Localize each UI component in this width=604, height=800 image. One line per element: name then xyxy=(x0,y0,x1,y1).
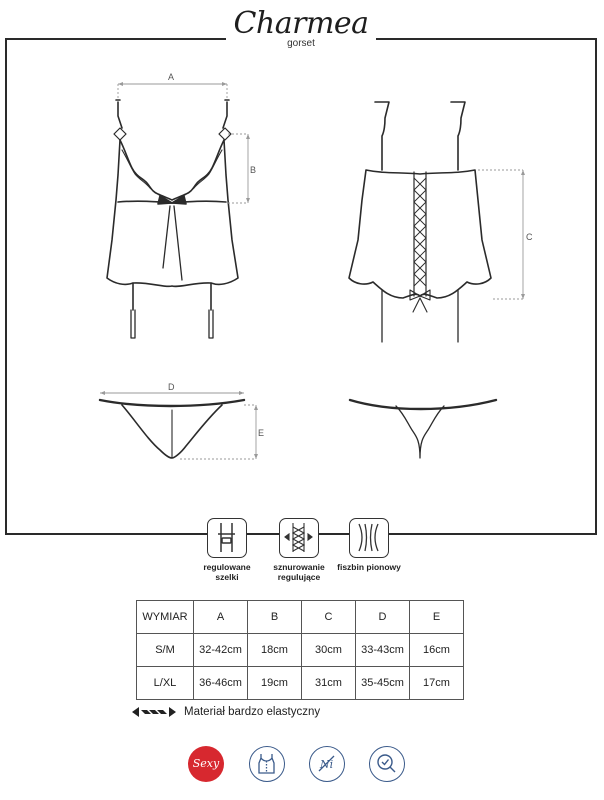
table-header-cell: C xyxy=(302,601,356,634)
table-header-cell: WYMIAR xyxy=(137,601,194,634)
lacing-icon xyxy=(279,518,319,558)
dimension-label-a: A xyxy=(168,72,175,82)
quality-check-icon xyxy=(369,746,405,782)
table-header-cell: B xyxy=(248,601,302,634)
dimension-label-e: E xyxy=(258,428,265,438)
corset-silhouette-icon xyxy=(249,746,285,782)
feature-lacing xyxy=(267,518,331,582)
back-corset-drawing xyxy=(349,102,491,342)
feature-label-line2: szelki xyxy=(215,572,239,582)
sexy-badge-icon xyxy=(188,746,224,782)
table-row xyxy=(137,667,464,700)
stretch-arrow-icon xyxy=(132,707,176,717)
table-cell: S/M xyxy=(137,634,194,667)
table-cell: 17cm xyxy=(410,667,464,700)
product-type: gorset xyxy=(287,38,315,49)
table-cell: 19cm xyxy=(248,667,302,700)
back-thong-drawing xyxy=(350,400,496,458)
brand-name: Charmea xyxy=(233,6,369,41)
table-cell: 36-46cm xyxy=(194,667,248,700)
feature-label-line1: sznurowanie xyxy=(273,562,325,572)
no-underwire-text: Ni xyxy=(320,758,334,771)
table-header-cell: D xyxy=(356,601,410,634)
dimension-arrows xyxy=(100,82,525,459)
feature-vertical-boning xyxy=(337,518,401,572)
dimension-lines xyxy=(100,84,523,459)
no-underwire-icon xyxy=(309,746,345,782)
feature-label-line1: fiszbin pionowy xyxy=(337,562,401,572)
table-header-cell: A xyxy=(194,601,248,634)
table-cell: 35-45cm xyxy=(356,667,410,700)
sexy-badge-text: Sexy xyxy=(192,757,220,770)
table-cell: 32-42cm xyxy=(194,634,248,667)
table-row xyxy=(137,634,464,667)
vertical-boning-icon xyxy=(349,518,389,558)
front-corset-drawing xyxy=(107,100,238,338)
front-thong-drawing xyxy=(100,400,244,458)
table-cell: 33-43cm xyxy=(356,634,410,667)
feature-label-line1: regulowane xyxy=(203,562,251,572)
table-cell: 18cm xyxy=(248,634,302,667)
table-cell: 16cm xyxy=(410,634,464,667)
table-header-cell: E xyxy=(410,601,464,634)
feature-icons xyxy=(195,518,410,588)
size-table xyxy=(136,600,464,700)
material-note xyxy=(132,706,320,718)
table-cell: 31cm xyxy=(302,667,356,700)
feature-adjustable-straps xyxy=(195,518,259,582)
dimension-label-d: D xyxy=(168,382,175,392)
adjustable-straps-icon xyxy=(207,518,247,558)
material-note-text: Materiał bardzo elastyczny xyxy=(184,706,321,718)
dimension-label-b: B xyxy=(250,165,257,175)
table-cell: 30cm xyxy=(302,634,356,667)
product-badges xyxy=(188,746,418,786)
dimension-label-c: C xyxy=(526,232,533,242)
table-header-row xyxy=(137,601,464,634)
table-cell: L/XL xyxy=(137,667,194,700)
feature-label-line2: regulujące xyxy=(277,572,321,582)
